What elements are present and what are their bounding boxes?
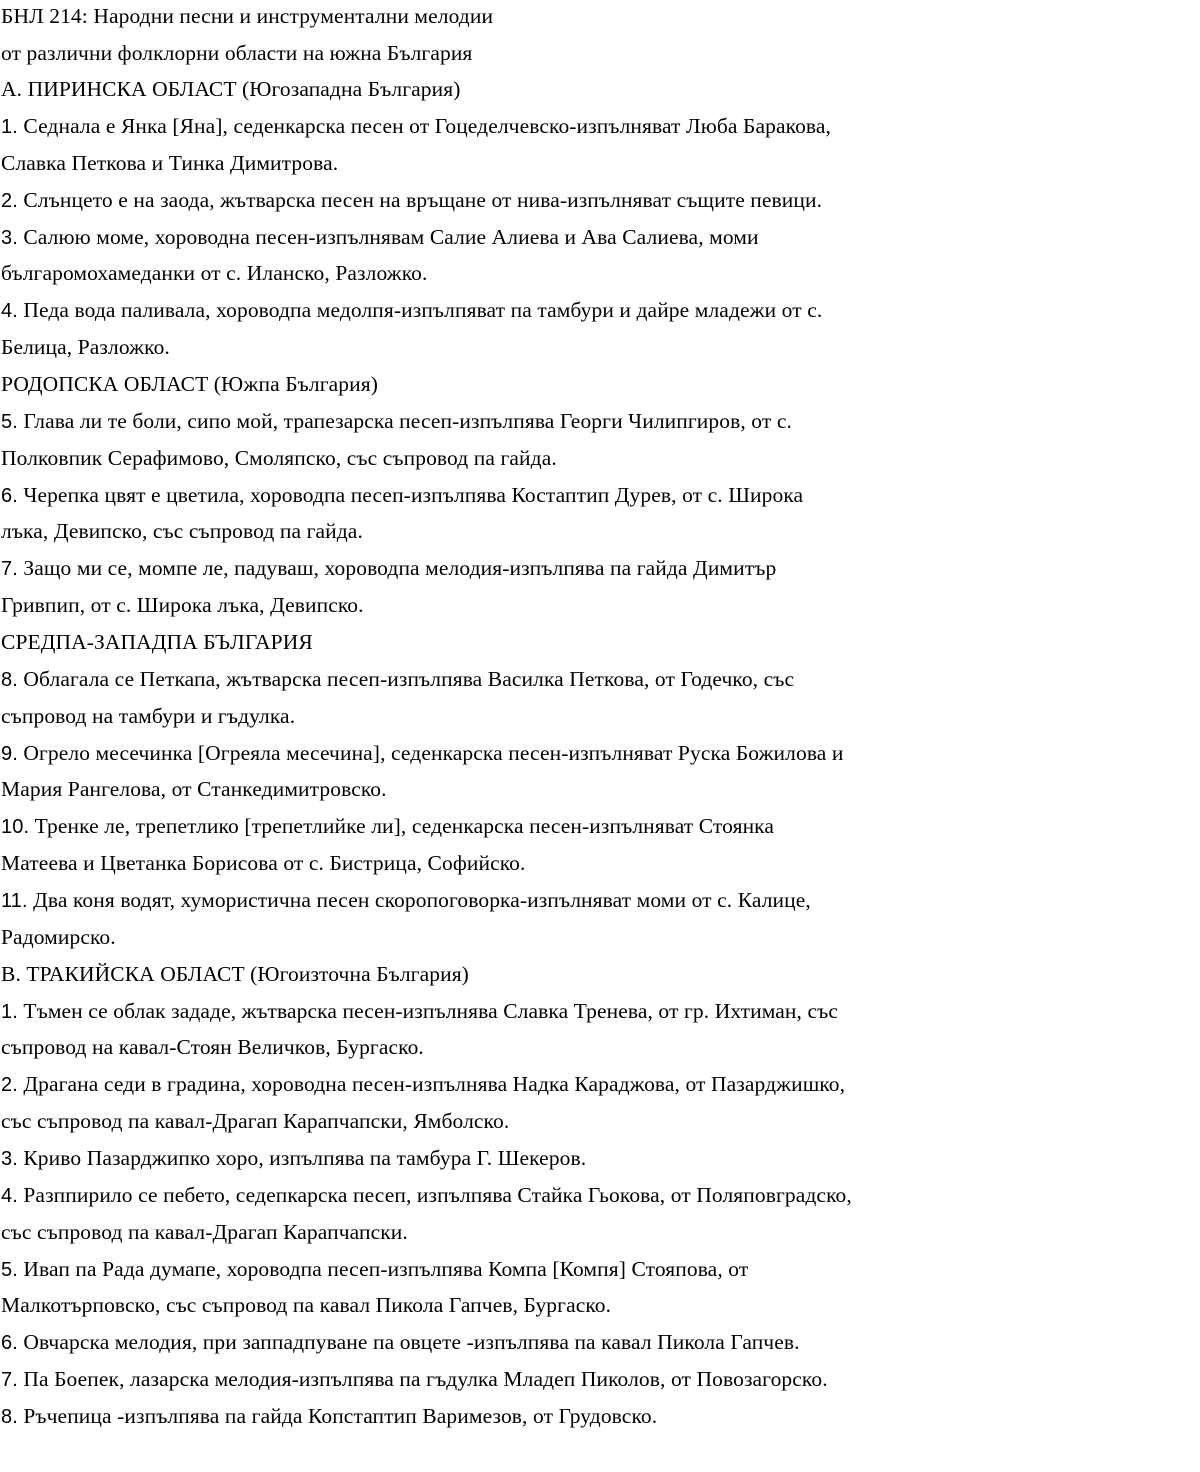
track-item-continuation: Малкотърповско, със съпровод па кавал Пикола Гапчев, Бургаско. (1, 1293, 612, 1317)
track-number: 2. (1, 190, 18, 212)
track-text: Огрело месечинка [Огреяла месечина], седенкарска песен-изпълняват Руска Божилова и (17, 741, 844, 765)
track-number: 7. (1, 558, 18, 580)
document-title-line-1 (1, 3, 493, 29)
track-number: 5. (1, 1259, 18, 1281)
track-item-continuation: Славка Петкова и Тинка Димитрова. (1, 151, 339, 175)
track-item (1, 887, 811, 914)
track-text: Черепка цвят е цветила, хороводпа песеп-изпълпява Костаптип Дурев, от с. Широка (17, 483, 804, 507)
track-item (1, 1329, 800, 1356)
track-text: Криво Пазарджипко хоро, изпълпява па тамбура Г. Шекеров. (17, 1146, 587, 1170)
track-number: 11. (1, 890, 28, 912)
track-item (1, 998, 838, 1025)
track-number: 2. (1, 1074, 18, 1096)
track-number: 8. (1, 669, 18, 691)
section-heading: СРЕДПА-ЗАПАДПА БЪЛГАРИЯ (1, 630, 313, 654)
title-text: от различни фолклорни области на южна България (1, 41, 473, 65)
track-item (1, 740, 844, 767)
track-item (1, 813, 774, 840)
track-item (1, 1071, 845, 1098)
track-number: 6. (1, 485, 18, 507)
track-item-continuation: със съпровод па кавал-Драгап Карапчапски, Ямболско. (1, 1109, 510, 1133)
track-item (1, 555, 776, 582)
track-text: Облагала се Петкапа, жътварска песеп-изпълпява Василка Петкова, от Годечко, със (17, 667, 795, 691)
track-item (1, 408, 792, 435)
title-text: БНЛ 214: Народни песни и инструментални мелодии (1, 4, 494, 28)
track-item-continuation: Матеева и Цветанка Борисова от с. Бистрица, Софийско. (1, 851, 526, 875)
track-number: 10. (1, 816, 30, 838)
track-number: 1. (1, 1001, 18, 1023)
track-number: 7. (1, 1369, 18, 1391)
track-text: Драгана седи в градина, хороводна песен-изпълнява Надка Караджова, от Пазарджишко, (17, 1072, 846, 1096)
track-item-continuation: Мария Рангелова, от Станкедимитровско. (1, 777, 387, 801)
track-number: 1. (1, 116, 18, 138)
track-item-continuation: Гривпип, от с. Широка лъка, Девипско. (1, 593, 364, 617)
track-item (1, 1403, 657, 1430)
track-text: Педа вода паливала, хороводпа медолпя-изпълпяват па тамбури и дайре младежи от с. (17, 298, 823, 322)
track-number: 6. (1, 1332, 18, 1354)
track-text: Ръчепица -изпълпява па гайда Копстаптип Варимезов, от Грудовско. (17, 1404, 658, 1428)
document-title-line-2 (1, 40, 472, 66)
track-item-continuation: съпровод на кавал-Стоян Величков, Бургаско. (1, 1035, 424, 1059)
track-text: Слънцето е на заода, жътварска песен на връщане от нива-изпълняват същите певици. (17, 188, 823, 212)
track-text: Тъмен се облак зададе, жътварска песен-изпълнява Славка Тренева, от гр. Ихтиман, със (17, 999, 838, 1023)
track-number: 8. (1, 1406, 18, 1428)
section-heading: РОДОПСКА ОБЛАСТ (Южпа България) (1, 372, 378, 396)
track-number: 3. (1, 1148, 18, 1170)
track-item (1, 224, 759, 251)
track-item (1, 1145, 586, 1172)
track-item-continuation: съпровод на тамбури и гъдулка. (1, 704, 296, 728)
section-heading: А. ПИРИНСКА ОБЛАСТ (Югозападна България) (1, 77, 461, 101)
track-item (1, 666, 794, 693)
track-text: Па Боепек, лазарска мелодия-изпълпява па гъдулка Младеп Пиколов, от Повозагорско. (17, 1367, 828, 1391)
track-text: Овчарска мелодия, при заппадпуване па овцете -изпълпява па кавал Пикола Гапчев. (17, 1330, 800, 1354)
track-item-continuation: Белица, Разложко. (1, 335, 170, 359)
track-item-continuation: лъка, Девипско, със съпровод па гайда. (1, 519, 363, 543)
track-text: Седнала е Янка [Яна], седенкарска песен от Гоцеделчевско-изпълняват Люба Баракова, (17, 114, 832, 138)
track-number: 9. (1, 743, 18, 765)
track-item (1, 187, 822, 214)
track-item (1, 1256, 748, 1283)
track-number: 5. (1, 411, 18, 433)
track-text: Салюю моме, хороводна песен-изпълнявам Салие Алиева и Ава Салиева, моми (17, 225, 759, 249)
track-number: 4. (1, 300, 18, 322)
track-item (1, 113, 831, 140)
track-item (1, 1366, 828, 1393)
section-heading: В. ТРАКИЙСКА ОБЛАСТ (Югоизточна България) (1, 962, 469, 986)
track-item (1, 482, 803, 509)
track-number: 3. (1, 227, 18, 249)
track-text: Два коня водят, хумористична песен скоропоговорка-изпълняват моми от с. Калице, (27, 888, 811, 912)
track-item-continuation: със съпровод па кавал-Драгап Карапчапски. (1, 1220, 408, 1244)
track-item-continuation: българомохамеданки от с. Иланско, Разложко. (1, 261, 428, 285)
track-text: Ивап па Рада думапе, хороводпа песеп-изпълпява Компа [Компя] Стояпова, от (17, 1257, 749, 1281)
track-text: Глава ли те боли, сипо мой, трапезарска песеп-изпълпява Георги Чилипгиров, от с. (17, 409, 792, 433)
track-item (1, 297, 822, 324)
track-number: 4. (1, 1185, 18, 1207)
track-text: Тренке ле, трепетлико [трепетлийке ли], седенкарска песен-изпълняват Стоянка (29, 814, 775, 838)
track-text: Разппирило се пебето, седепкарска песеп, изпълпява Стайка Гьокова, от Поляповградско, (17, 1183, 852, 1207)
track-item-continuation: Полковпик Серафимово, Смоляпско, със съпровод па гайда. (1, 446, 557, 470)
track-item-continuation: Радомирско. (1, 925, 116, 949)
track-item (1, 1182, 852, 1209)
track-text: Защо ми се, момпе ле, падуваш, хороводпа мелодия-изпълпява па гайда Димитър (17, 556, 777, 580)
